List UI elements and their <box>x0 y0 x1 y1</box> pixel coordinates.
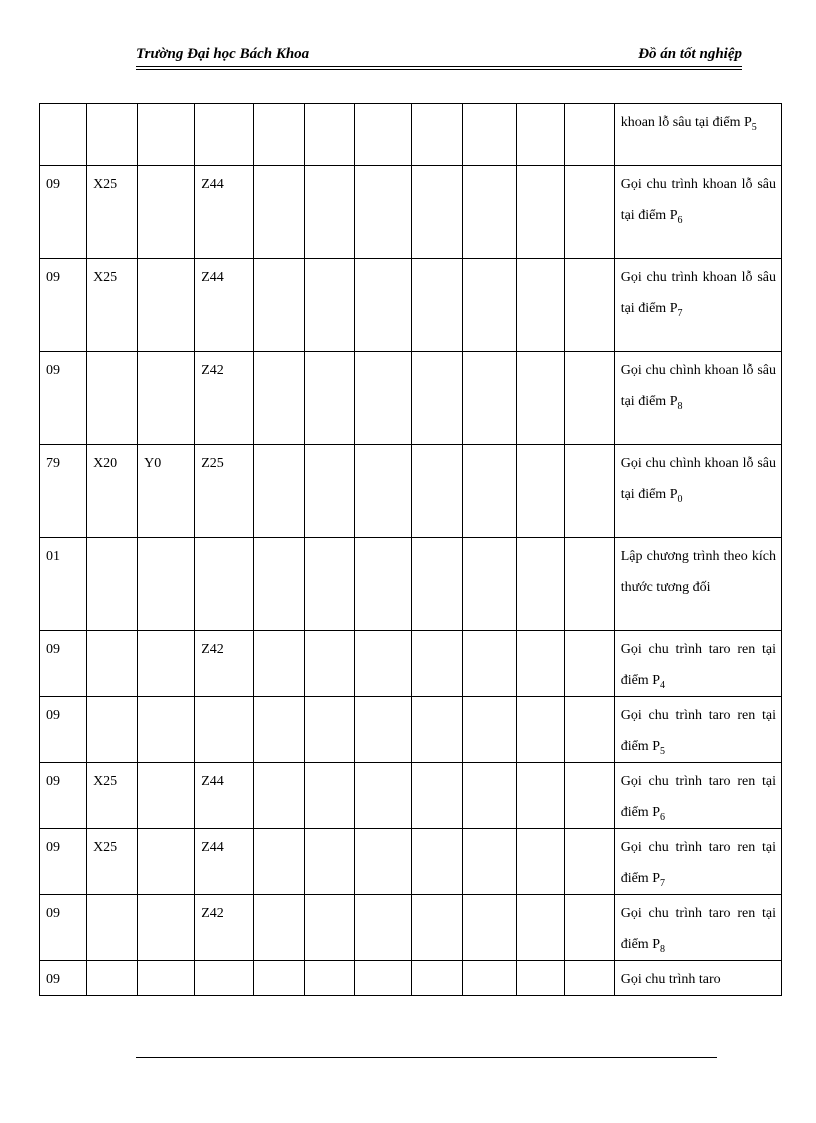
cell-y: Y0 <box>138 445 195 538</box>
cell-empty <box>462 631 516 697</box>
cell-x <box>87 697 138 763</box>
cell-empty <box>305 538 355 631</box>
cell-n-code: 09 <box>40 352 87 445</box>
cell-x: X25 <box>87 829 138 895</box>
cell-z <box>195 104 254 166</box>
cell-x: X20 <box>87 445 138 538</box>
cell-empty <box>254 631 305 697</box>
cell-empty <box>516 961 564 996</box>
cell-empty <box>564 538 614 631</box>
cell-empty <box>305 445 355 538</box>
header-school-name: Trường Đại học Bách Khoa <box>136 46 310 62</box>
cell-empty <box>355 445 412 538</box>
cell-x <box>87 895 138 961</box>
cell-empty <box>564 763 614 829</box>
cell-empty <box>412 538 462 631</box>
cell-empty <box>305 961 355 996</box>
cell-x: X25 <box>87 166 138 259</box>
cell-empty <box>412 631 462 697</box>
cell-empty <box>462 259 516 352</box>
cell-y <box>138 763 195 829</box>
cell-empty <box>305 104 355 166</box>
cell-empty <box>412 697 462 763</box>
cell-empty <box>564 961 614 996</box>
cell-empty <box>516 259 564 352</box>
table-row <box>40 697 782 763</box>
cell-empty <box>462 104 516 166</box>
cell-empty <box>254 445 305 538</box>
cell-z: Z42 <box>195 352 254 445</box>
cell-x <box>87 538 138 631</box>
cell-empty <box>462 763 516 829</box>
table-row <box>40 445 782 538</box>
header-rule <box>136 69 742 70</box>
cell-description: Gọi chu trình taro ren tại điểm $P_8$ <box>614 895 781 961</box>
cell-n-code: 09 <box>40 631 87 697</box>
cell-description: Gọi chu chình khoan lỗ sâu tại điểm $P_8$ <box>614 352 781 445</box>
cell-empty <box>564 631 614 697</box>
cell-description: khoan lỗ sâu tại điểm $P_5$ <box>614 104 781 166</box>
cell-y <box>138 631 195 697</box>
cell-empty <box>462 538 516 631</box>
cell-n-code: 09 <box>40 961 87 996</box>
cell-x <box>87 104 138 166</box>
footer-rule <box>136 1057 717 1058</box>
cell-empty <box>254 697 305 763</box>
cell-y <box>138 104 195 166</box>
cell-empty <box>564 352 614 445</box>
cell-x: X25 <box>87 763 138 829</box>
cell-x <box>87 352 138 445</box>
table-row <box>40 538 782 631</box>
cell-empty <box>305 352 355 445</box>
table-row <box>40 763 782 829</box>
cell-empty <box>305 166 355 259</box>
cell-empty <box>564 697 614 763</box>
cell-z: Z42 <box>195 895 254 961</box>
cell-empty <box>412 259 462 352</box>
cell-z: Z44 <box>195 259 254 352</box>
cell-empty <box>254 352 305 445</box>
cell-n-code: 09 <box>40 895 87 961</box>
cell-empty <box>516 104 564 166</box>
cell-empty <box>564 829 614 895</box>
cell-z <box>195 961 254 996</box>
table-row <box>40 631 782 697</box>
cell-empty <box>305 829 355 895</box>
cell-empty <box>462 352 516 445</box>
cell-y <box>138 697 195 763</box>
cell-description: Gọi chu trình taro <box>614 961 781 996</box>
cell-description: Gọi chu trình taro ren tại điểm $P_5$ <box>614 697 781 763</box>
table-row <box>40 352 782 445</box>
cell-z <box>195 697 254 763</box>
table-row <box>40 895 782 961</box>
cell-x <box>87 631 138 697</box>
table-row <box>40 166 782 259</box>
cell-n-code: 79 <box>40 445 87 538</box>
table-row <box>40 961 782 996</box>
cell-empty <box>462 166 516 259</box>
cell-empty <box>355 104 412 166</box>
cell-n-code: 09 <box>40 697 87 763</box>
cell-n-code <box>40 104 87 166</box>
cell-x: X25 <box>87 259 138 352</box>
cell-empty <box>355 829 412 895</box>
header-document-title: Đồ án tốt nghiệp <box>638 46 742 62</box>
cell-empty <box>254 895 305 961</box>
cell-empty <box>564 895 614 961</box>
cell-empty <box>254 538 305 631</box>
cell-description: Gọi chu trình khoan lỗ sâu tại điểm $P_7$ <box>614 259 781 352</box>
cell-empty <box>412 829 462 895</box>
cell-empty <box>516 631 564 697</box>
cell-empty <box>564 259 614 352</box>
header-rule <box>136 66 742 67</box>
cell-y <box>138 961 195 996</box>
table-row <box>40 259 782 352</box>
cell-empty <box>412 352 462 445</box>
cell-empty <box>462 697 516 763</box>
cell-empty <box>254 104 305 166</box>
cell-empty <box>254 166 305 259</box>
cell-description: Gọi chu trình taro ren tại điểm $P_7$ <box>614 829 781 895</box>
cell-description: Lập chương trình theo kích thước tương đối <box>614 538 781 631</box>
cell-description: Gọi chu trình khoan lỗ sâu tại điểm $P_6$ <box>614 166 781 259</box>
cell-n-code: 01 <box>40 538 87 631</box>
cell-empty <box>516 895 564 961</box>
cell-empty <box>355 763 412 829</box>
cell-empty <box>355 961 412 996</box>
cell-z: Z44 <box>195 763 254 829</box>
cell-empty <box>516 166 564 259</box>
cell-empty <box>355 352 412 445</box>
cell-empty <box>564 166 614 259</box>
cell-empty <box>516 352 564 445</box>
program-table <box>39 103 782 996</box>
cell-y <box>138 166 195 259</box>
cell-empty <box>516 763 564 829</box>
cell-empty <box>305 697 355 763</box>
cell-empty <box>462 895 516 961</box>
cell-n-code: 09 <box>40 829 87 895</box>
cell-empty <box>564 445 614 538</box>
cell-z: Z44 <box>195 829 254 895</box>
cell-z: Z42 <box>195 631 254 697</box>
cell-description: Gọi chu chình khoan lỗ sâu tại điểm $P_0$ <box>614 445 781 538</box>
cell-empty <box>254 829 305 895</box>
cell-empty <box>254 763 305 829</box>
cell-empty <box>355 895 412 961</box>
cell-empty <box>412 763 462 829</box>
cell-empty <box>355 259 412 352</box>
cell-empty <box>412 166 462 259</box>
cell-empty <box>305 763 355 829</box>
table-row <box>40 104 782 166</box>
cell-empty <box>462 961 516 996</box>
cell-empty <box>254 259 305 352</box>
cell-empty <box>305 259 355 352</box>
cell-empty <box>355 631 412 697</box>
cell-y <box>138 538 195 631</box>
cell-empty <box>412 445 462 538</box>
cell-y <box>138 259 195 352</box>
cell-z: Z25 <box>195 445 254 538</box>
cell-empty <box>254 961 305 996</box>
page-header <box>136 44 742 68</box>
cell-description: Gọi chu trình taro ren tại điểm $P_6$ <box>614 763 781 829</box>
cell-n-code: 09 <box>40 166 87 259</box>
cell-empty <box>516 697 564 763</box>
cell-empty <box>564 104 614 166</box>
cell-empty <box>516 538 564 631</box>
cell-x <box>87 961 138 996</box>
cell-description: Gọi chu trình taro ren tại điểm $P_4$ <box>614 631 781 697</box>
cell-empty <box>462 445 516 538</box>
cell-empty <box>355 538 412 631</box>
cell-y <box>138 829 195 895</box>
cell-n-code: 09 <box>40 763 87 829</box>
cell-empty <box>305 895 355 961</box>
cell-empty <box>412 104 462 166</box>
cell-z: Z44 <box>195 166 254 259</box>
cell-empty <box>412 961 462 996</box>
cell-z <box>195 538 254 631</box>
cell-y <box>138 895 195 961</box>
cell-empty <box>305 631 355 697</box>
cell-empty <box>462 829 516 895</box>
cell-empty <box>516 829 564 895</box>
cell-empty <box>355 166 412 259</box>
table-row <box>40 829 782 895</box>
cell-empty <box>355 697 412 763</box>
cell-n-code: 09 <box>40 259 87 352</box>
cell-empty <box>412 895 462 961</box>
cell-empty <box>516 445 564 538</box>
cell-y <box>138 352 195 445</box>
